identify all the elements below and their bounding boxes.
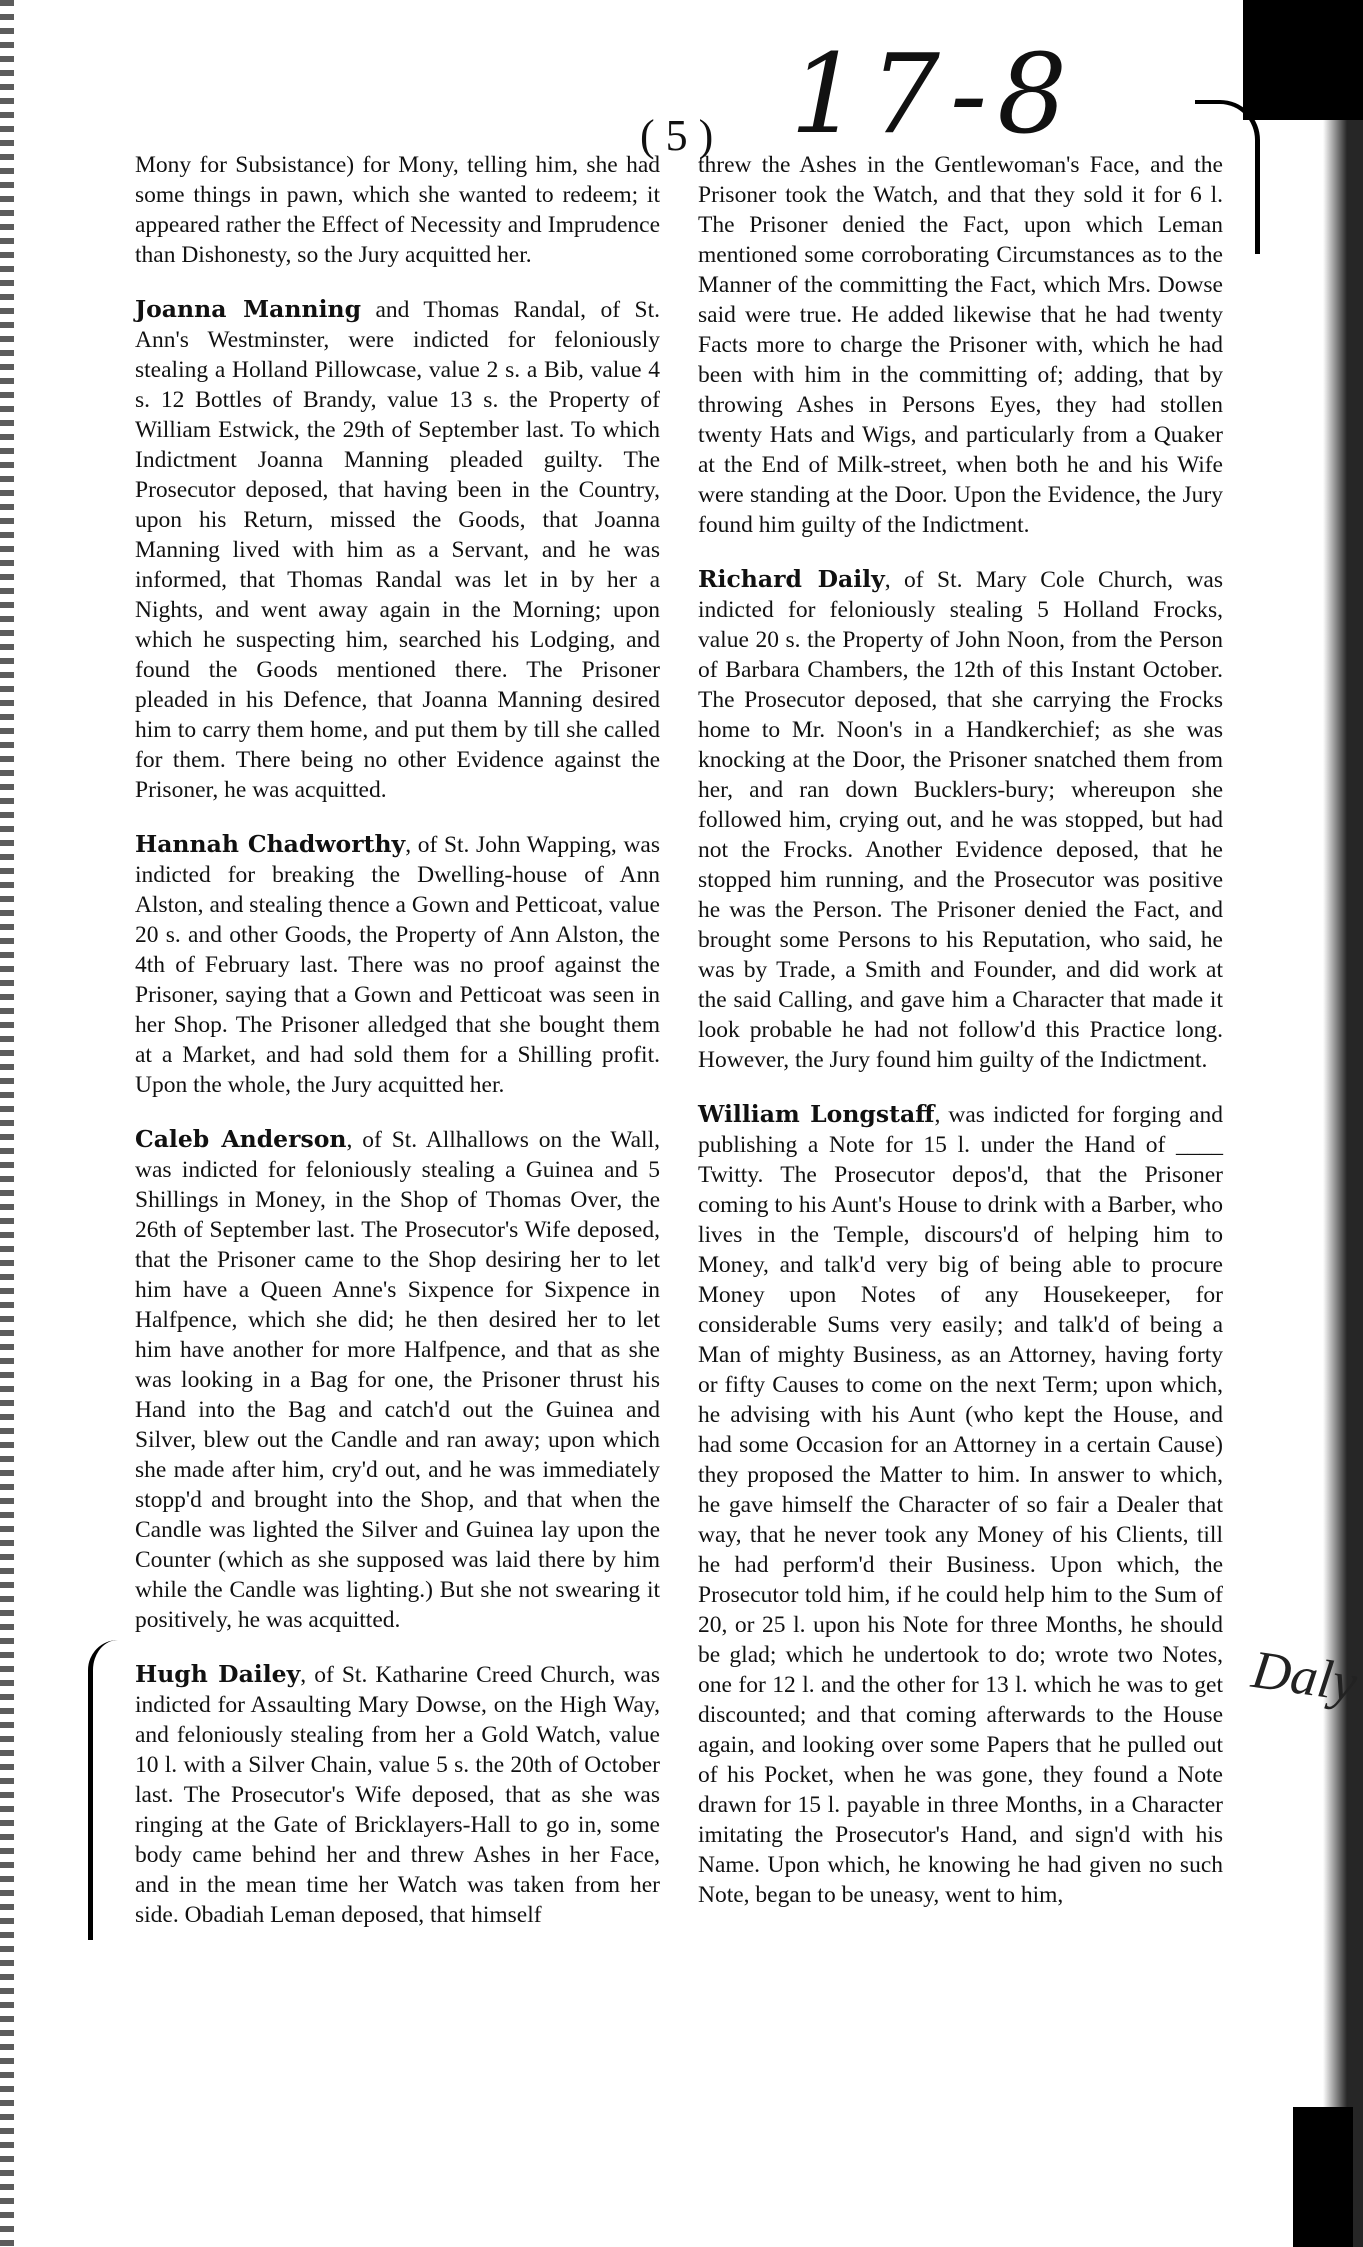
paragraph-text: , of St. Mary Cole Church, was indicted for feloniously stealing 5 Holland Frocks, value 20 s. the Property of John Noon, from the Person of Barbara Chambers, the 12th of this Instant October. The Prosecutor deposed, that she carrying the Frocks home to Mr. Noon's in a Handkerchief; as she was knocking at the Door, the Prisoner snatched them from her, and ran down Bucklers-bury; whereupon she followed him, crying out, and he was stopped, but had not the Frocks. Another Evidence deposed, that he stopped him running, and the Prosecutor was positive he was the Person. The Prisoner denied the Fact, and brought some Persons to his Reputation, who said, he was by Trade, a Smith and Founder, and did work at the said Calling, and gave him a Character that made it look probable he had not follow'd this Practice long. However, the Jury found him guilty of the Indictment. <box>698 567 1224 1073</box>
trial-paragraph <box>135 150 660 270</box>
trial-paragraph <box>135 294 660 805</box>
trial-paragraph <box>135 1659 660 1930</box>
paragraph-text: Mony for Subsistance) for Mony, telling him, she had some things in pawn, which she wanted to redeem; it appeared rather the Effect of Necessity and Imprudence than Dishonesty, so the Jury acquitted her. <box>135 152 660 268</box>
scan-edge-left <box>0 0 14 2247</box>
margin-annotation: Daly <box>1248 1638 1361 1714</box>
paragraph-text: , of St. Katharine Creed Church, was indicted for Assaulting Mary Dowse, on the High Way, and feloniously stealing from her a Gold Watch, value 10 l. with a Silver Chain, value 5 s. the 20th of October last. The Prosecutor's Wife deposed, that as she was ringing at the Gate of Bricklayers-Hall to go in, some body came behind her and threw Ashes in her Face, and in the mean time her Watch was taken from her side. Obadiah Leman deposed, that himself <box>135 1662 660 1928</box>
defendant-name: Richard Daily <box>698 565 885 593</box>
paragraph-text: threw the Ashes in the Gentlewoman's Face, and the Prisoner took the Watch, and that they sold it for 6 l. The Prisoner denied the Fact, upon which Leman mentioned some corroborating Circumstances as to the Manner of the committing the Fact, which Mrs. Dowse said were true. He added likewise that he had twenty Facts more to charge the Prisoner with, which he had been with him in the committing of; adding, that by throwing Ashes in Persons Eyes, they had stollen twenty Hats and Wigs, and particularly from a Quaker at the End of Milk-street, when both he and his Wife were standing at the Door. Upon the Evidence, the Jury found him guilty of the Indictment. <box>698 152 1223 538</box>
defendant-name: William Longstaff <box>698 1100 935 1128</box>
right-column <box>698 150 1223 1934</box>
scan-corner-bottom-right <box>1293 2107 1353 2247</box>
paragraph-text: , was indicted for forging and publishing a Note for 15 l. under the Hand of ____ Twitty. The Prosecutor depos'd, that the Prisoner coming to his Aunt's House to drink with a Barber, who lives in the Temple, discours'd of helping him to Money, and talk'd very big of being able to procure Money upon Notes of any Housekeeper, for considerable Sums very easily; and talk'd of being a Man of mighty Business, as an Attorney, having forty or fifty Causes to come on the next Term; upon which, he advising with his Aunt (who kept the House, and had some Occasion for an Attorney in a certain Cause) they proposed the Matter to him. In answer to which, he gave himself the Character of so fair a Dealer that way, that he never took any Money of his Clients, till he had perform'd their Business. Upon which, the Prosecutor told him, if he could help him to the Sum of 20, or 25 l. upon his Note for three Months, he should be glad; which he undertook to do; wrote two Notes, one for 12 l. and the other for 13 l. which he was to get discounted; and that coming afterwards to the House again, and looking over some Papers that he pulled out of his Pocket, when he was gone, they found a Note drawn for 15 l. payable in three Months, in a Character imitating the Prosecutor's Hand, and sign'd with his Name. Upon which, he knowing he had given no such Note, began to be uneasy, went to him, <box>698 1102 1223 1908</box>
trial-paragraph <box>698 1099 1223 1910</box>
paragraph-text: , of St. John Wapping, was indicted for breaking the Dwelling-house of Ann Alston, and stealing thence a Gown and Petticoat, value 20 s. and other Goods, the Property of Ann Alston, the 4th of February last. There was no proof against the Prisoner, saying that a Gown and Petticoat was seen in her Shop. The Prisoner alledged that she bought them at a Market, and had sold them for a Shilling profit. Upon the whole, the Jury acquitted her. <box>135 832 660 1098</box>
trial-paragraph <box>135 1124 660 1635</box>
handwritten-folio-number: 17-8 <box>790 30 1078 158</box>
left-column <box>135 150 660 1954</box>
paragraph-text: , of St. Allhallows on the Wall, was indicted for feloniously stealing a Guinea and 5 Shillings in Money, in the Shop of Thomas Over, the 26th of September last. The Prosecutor's Wife deposed, that the Prisoner came to the Shop desiring her to let him have a Queen Anne's Sixpence for Sixpence in Halfpence, which she did; he then desired her to let him have another for more Halfpence, and that as she was looking in a Bag for one, the Prisoner thrust his Hand into the Bag and catch'd out the Guinea and Silver, blew out the Candle and ran away; upon which she made after him, cry'd out, and he was immediately stopp'd and brought into the Shop, and that when the Candle was lighted the Silver and Guinea lay upon the Counter (which as she supposed was laid there by him while the Candle was lighting.) But she not swearing it positively, he was acquitted. <box>135 1127 660 1633</box>
trial-paragraph <box>698 150 1223 540</box>
paragraph-text: and Thomas Randal, of St. Ann's Westminster, were indicted for feloniously stealing a Holland Pillowcase, value 2 s. a Bib, value 4 s. 12 Bottles of Brandy, value 13 s. the Property of William Estwick, the 29th of September last. To which Indictment Joanna Manning pleaded guilty. The Prosecutor deposed, that having been in the Country, upon his Return, missed the Goods, that Joanna Manning lived with him as a Servant, and he was informed, that Thomas Randal was let in by her a Nights, and went away again in the Morning; upon which he suspecting him, searched his Lodging, and found the Goods mentioned there. The Prisoner pleaded in his Defence, that Joanna Manning desired him to carry them home, and put them by till she called for them. There being no other Evidence against the Prisoner, he was acquitted. <box>135 297 660 803</box>
trial-paragraph <box>698 564 1223 1075</box>
defendant-name: Caleb Anderson <box>135 1125 347 1153</box>
page-number: ( 5 ) <box>640 111 714 160</box>
defendant-name: Hugh Dailey <box>135 1660 301 1688</box>
scan-edge-right <box>1323 0 1363 2247</box>
defendant-name: Hannah Chadworthy <box>135 830 406 858</box>
trial-paragraph <box>135 829 660 1100</box>
defendant-name: Joanna Manning <box>135 295 362 323</box>
